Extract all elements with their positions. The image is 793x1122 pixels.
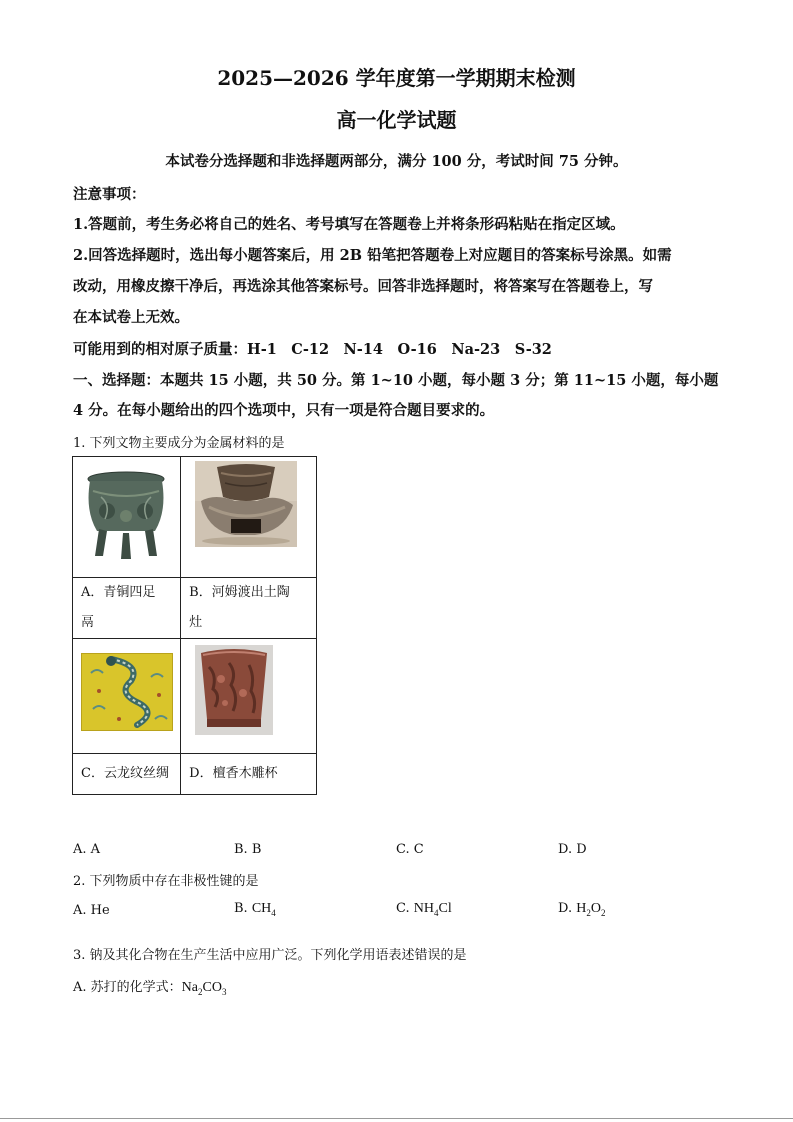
q1-relic-table [72, 456, 317, 795]
q2-option-d-formula [576, 901, 605, 916]
relic-a-image-cell [73, 457, 181, 578]
exam-intro: 本试卷分选择题和非选择题两部分，满分 100 分，考试时间 75 分钟。 [165, 153, 628, 170]
relic-b-label-cell [181, 578, 317, 639]
exam-title: 2025—2026 学年度第一学期期末检测 [217, 66, 576, 90]
formula-subscript: 2 [197, 986, 203, 997]
notes-item-1: 1.答题前，考生务必将自己的姓名、考号填写在答题卷上并将条形码粘贴在指定区域。 [73, 216, 625, 233]
notes-item-2-line-3: 在本试卷上无效。 [73, 309, 189, 326]
page-bottom-rule [0, 1118, 793, 1119]
relic-b-label-line-2: 灶 [189, 615, 203, 630]
q2-stem: 2. 下列物质中存在非极性键的是 [73, 874, 259, 889]
formula-part: NH [413, 901, 434, 916]
formula-part: Na [181, 980, 198, 995]
dragon-silk-image [81, 653, 173, 731]
carved-wood-cup-image [195, 645, 273, 735]
formula-part: CH [251, 901, 272, 916]
relic-d-label: D．檀香木雕杯 [189, 766, 278, 781]
relic-a-label-line-1: A．青铜四足 [81, 585, 156, 600]
relic-a-label-line-2: 鬲 [81, 615, 95, 630]
section-1-line-2: 4 分。在每小题给出的四个选项中，只有一项是符合题目要求的。 [73, 402, 495, 419]
q3-option-a-label: A. 苏打的化学式： [73, 980, 182, 995]
formula-subscript: 4 [271, 907, 276, 918]
q3-option-a-formula [182, 980, 227, 995]
q2-option-b-label: B. [234, 901, 248, 916]
q1-option-b[interactable]: B. B [234, 842, 262, 857]
q2-option-b[interactable] [234, 901, 276, 918]
q2-option-d[interactable] [558, 901, 605, 918]
formula-part: Cl [438, 901, 452, 916]
q1-option-a[interactable]: A. A [73, 842, 101, 857]
q2-option-c-formula [414, 901, 452, 916]
formula-part: O [590, 901, 601, 916]
q2-option-b-formula [252, 901, 276, 916]
formula-part: H [576, 901, 587, 916]
formula-subscript: 3 [221, 986, 227, 997]
atomic-masses: 可能用到的相对原子质量：H-1 C-12 N-14 O-16 Na-23 S-32 [73, 341, 552, 358]
relic-b-image-cell [181, 457, 317, 578]
formula-subscript: 2 [586, 907, 591, 918]
relic-c-image-cell [73, 639, 181, 754]
section-1-line-1: 一、选择题：本题共 15 小题，共 50 分。第 1~10 小题，每小题 3 分；第 11~15 小题，每小题 [73, 372, 719, 389]
relic-d-image-cell [181, 639, 317, 754]
relic-b-label-line-1: B．河姆渡出土陶 [189, 585, 290, 600]
relic-d-label-cell [181, 754, 317, 795]
notes-item-2-line-1: 2.回答选择题时，选出每小题答案后，用 2B 铅笔把答题卷上对应题目的答案标号涂黑。如需 [73, 247, 672, 264]
formula-part: CO [202, 980, 222, 995]
pottery-stove-image [195, 461, 297, 547]
q3-stem: 3. 钠及其化合物在生产生活中应用广泛。下列化学用语表述错误的是 [73, 948, 467, 963]
q1-option-d[interactable]: D. D [558, 842, 587, 857]
formula-subscript: 2 [600, 907, 606, 918]
formula-subscript: 4 [434, 907, 439, 918]
q2-option-a[interactable]: A. He [73, 903, 110, 918]
exam-subtitle: 高一化学试题 [336, 108, 457, 132]
q1-stem: 1. 下列文物主要成分为金属材料的是 [73, 436, 285, 451]
q3-option-a[interactable] [73, 976, 226, 997]
q1-option-c[interactable]: C. C [396, 842, 424, 857]
q2-option-c-label: C. [396, 901, 410, 916]
relic-a-label-cell [73, 578, 181, 639]
notes-item-2-line-2: 改动，用橡皮擦干净后，再选涂其他答案标号。回答非选择题时，将答案写在答题卷上，写 [73, 278, 653, 295]
notes-heading: 注意事项： [73, 186, 146, 203]
relic-c-label: C．云龙纹丝绸 [81, 766, 169, 781]
q2-option-c[interactable] [396, 901, 452, 918]
bronze-ding-image [81, 461, 171, 565]
q2-option-d-label: D. [558, 901, 573, 916]
relic-c-label-cell [73, 754, 181, 795]
